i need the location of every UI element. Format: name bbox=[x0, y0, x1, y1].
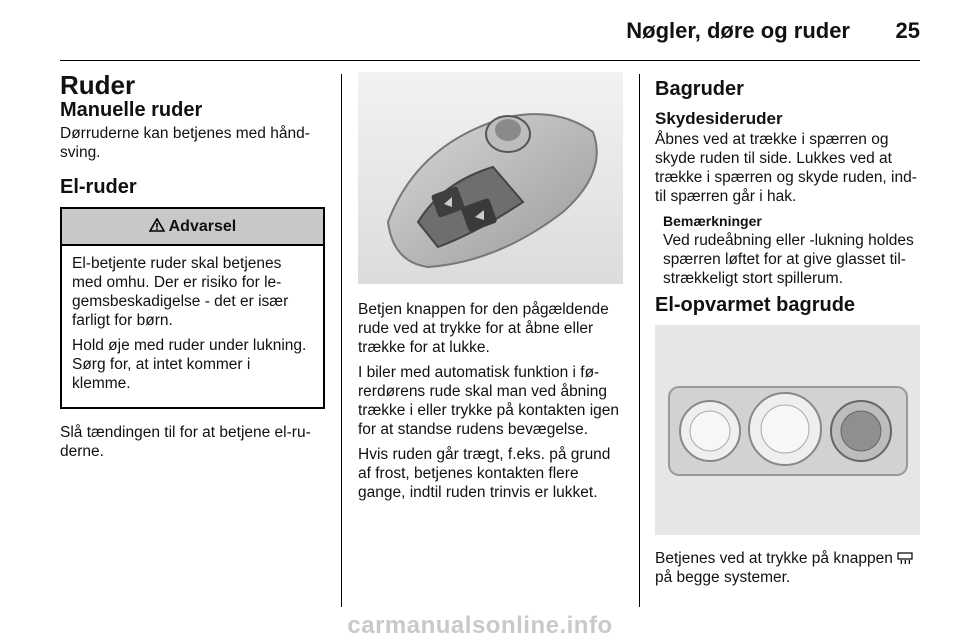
warning-box bbox=[60, 207, 325, 409]
sliding-windows-text: Åbnes ved at trække i spærren og skyde ruden til side. Lukkes ved at trække i spærren og skyde ruden, ind-til spærren går i hak. bbox=[655, 131, 917, 205]
header-rule bbox=[60, 60, 920, 61]
note-text: Ved rudeåbning eller -lukning holdes spærren løftet for at give glasset til-strækkeligt stort spillerum. bbox=[663, 232, 914, 287]
electric-windows-heading: El-ruder bbox=[60, 176, 137, 198]
heated-rear-window-heading: El-opvarmet bagrude bbox=[655, 294, 856, 316]
body-text-1: Betjen knappen for den pågældende rude ved at trykke for at åbne eller trække for at lukke. bbox=[358, 301, 609, 356]
manual-windows-heading: Manuelle ruder bbox=[60, 99, 203, 121]
heated-rear-window-text bbox=[655, 549, 921, 587]
warning-triangle-icon bbox=[149, 218, 169, 235]
rear-windows-heading: Bagruder bbox=[655, 78, 744, 100]
warning-text-2: Hold øje med ruder under lukning. Sørg for, at intet kommer i klemme. bbox=[72, 337, 307, 392]
watermark: carmanualsonline.info bbox=[347, 612, 613, 639]
left-column bbox=[60, 72, 325, 467]
section-title: Ruder bbox=[60, 70, 136, 100]
warning-header bbox=[62, 209, 323, 246]
middle-column bbox=[358, 72, 623, 508]
body-text-3: Hvis ruden går trægt, f.eks. på grund af frost, betjenes kontakten flere gange, indtil ruden trinvis er lukket. bbox=[358, 446, 611, 501]
body-text-2: I biler med automatisk funktion i fø-rerdørens rude skal man ved åbning trække i eller trykke på kontakten igen for at standse rudens bevægelse. bbox=[358, 364, 620, 438]
heated-text-before: Betjenes ved at trykke på knappen bbox=[655, 550, 893, 567]
page-number: 25 bbox=[895, 18, 920, 43]
warning-title: Advarsel bbox=[168, 218, 237, 235]
heated-text-after: på begge systemer. bbox=[655, 569, 791, 586]
page-header-title: Nøgler, døre og ruder bbox=[626, 18, 850, 43]
sliding-windows-heading: Skydesideruder bbox=[655, 109, 783, 128]
note-label: Bemærkninger bbox=[663, 213, 762, 229]
ignition-text: Slå tændingen til for at betjene el-ru-derne. bbox=[60, 424, 311, 460]
window-switch-image bbox=[358, 72, 623, 284]
note bbox=[655, 212, 921, 288]
right-column bbox=[655, 80, 921, 593]
column-divider-2 bbox=[639, 74, 640, 607]
column-divider-1 bbox=[341, 74, 342, 607]
warning-text-1: El-betjente ruder skal betjenes med omhu. Der er risiko for le-gemsbeskadigelse - det er især farligt for børn. bbox=[72, 255, 289, 329]
warning-body bbox=[62, 246, 323, 407]
manual-windows-text: Dørruderne kan betjenes med hånd-sving. bbox=[60, 125, 310, 161]
rear-defrost-icon bbox=[897, 550, 913, 567]
heater-controls-image bbox=[655, 325, 920, 535]
